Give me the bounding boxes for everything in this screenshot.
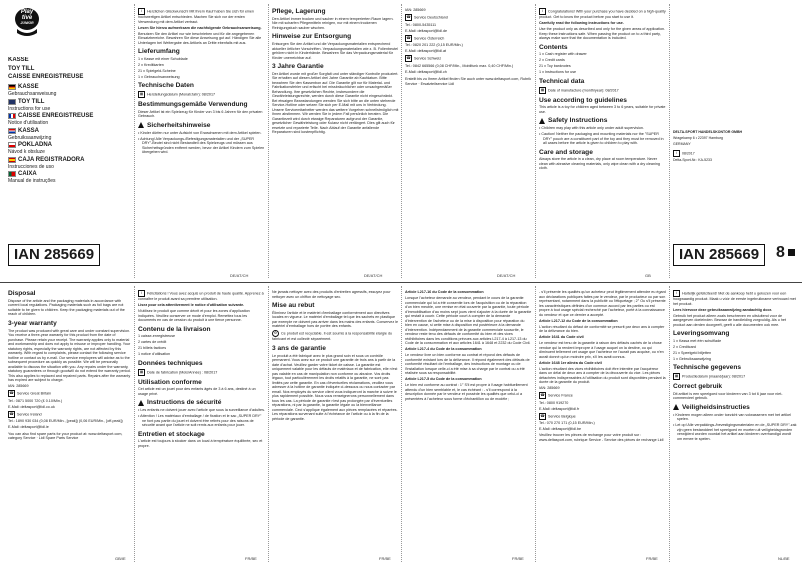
intro-bold: Carefully read the following instructions for use. <box>539 21 624 25</box>
tech-data: ▦ Productiedatum (maand/jaar): 08/2017 <box>674 374 746 379</box>
flag-icon <box>8 171 16 177</box>
fr-column-1 <box>138 290 265 555</box>
company-address: Wragekamp 6 • 22397 Hamburg <box>673 136 723 140</box>
warning-icon <box>539 118 545 124</box>
gb-column-1 <box>539 8 666 270</box>
language-entry <box>8 84 132 97</box>
recycling-note: ♻ Ce produit est recyclable. Il est soumis à la responsabilité élargie du fabricant et est collecté séparément. <box>272 331 393 342</box>
list-item: • Achtung! Alle Verpackungs-/Befestigungsmaterialien und der „SUPER DRY"-Beutel sind nicht Bestandteil des Spielzeugs und müssen aus Sicherheitsgründen entfernt werden, bevor der Artikel Kindern zum Spielen übergeben wird. <box>138 136 265 155</box>
service-phone: Tel.: 1890 930 034 (0,08 EUR/Min., [peak]) (0,06 EUR/Min., [off-peak]) <box>8 419 123 424</box>
section-heading: Safety Instructions <box>539 117 666 125</box>
intro-paragraph: i Hartelijk gefeliciteerd! Met de aankoop hebt u gekozen voor een hoogwaardig product. Maak u vóór de eerste ingebruikname vertrouwd met het product. <box>673 291 796 306</box>
ian-label: IAN: 285669 <box>539 386 560 390</box>
list-item: 21 x Toy banknotes <box>539 64 571 69</box>
paragraph: Le produit a été fabriqué avec le plus grand soin et sous un contrôle permanent. Vous avez sur ce produit une garantie de trois ans à partir de la date d'achat. Veuillez garder votre ticket de caisse. La garantie est uniquement valable pour les défauts de matériaux et de fabrication, elle n'est pas valable en cas de manipulation non conforme ou abusive. Vos droits légaux, tout particulièrement les droits relatifs à la garantie, ne sont pas limités par cette garantie. En cas d'éventuelles réclamations, veuillez vous adresser à la hotline de garantie indiquée ci-dessous ou nous contacter par email. Nos employés du service client vous indiqueront la marche à suivre le plus rapidement possible. Nous vous renseignerons personnellement dans tous les cas. La période de garantie n'est pas prolongée par d'éventuelles réparations, ni par la garantie, la garantie légale ou la bienveillance commerciale. Ceci s'applique également aux pièces remplacées et réparées. Les réparations survenant suite à l'échéance de l'article ou à la fin de la période de garantie. <box>272 353 398 421</box>
intro-bold: Lesen Sie hierzu aufmerksam die nachfolgende Gebrauchsanweisung. <box>138 25 262 30</box>
service-country: ☎ Service Ireland <box>9 411 42 417</box>
factory-icon: ▦ <box>540 87 545 92</box>
factory-icon: ▦ <box>674 374 679 379</box>
service-phone: Tel.: 0800 919270 <box>539 400 569 405</box>
service-email: E-Mail: deltasport@lidl.be <box>539 427 582 431</box>
paragraph: L'action résultant du défaut de conformité se prescrit par deux ans à compter de la délivrance du bien. <box>539 324 665 333</box>
section-heading: Contenu de la livraison <box>138 325 211 333</box>
list-item: 1 x Kasse mit einer Schublade <box>138 56 188 61</box>
service-email: E-Mail: deltasport@lidl.ch <box>405 69 447 74</box>
service-icon: ☎ <box>9 391 14 396</box>
product-title: CAISSE ENREGISTREUSE <box>18 113 94 119</box>
book-icon: i <box>138 8 145 15</box>
warning-icon <box>138 122 144 128</box>
paragraph: This article is a toy for children aged between 3 to 6 years, suitable for private use. <box>539 105 666 114</box>
list-item: 2 x Credit cards <box>539 58 565 63</box>
service-email: E-Mail: deltasport@lidl.ie <box>8 425 49 430</box>
list-item: 1 x Kassa met één schuiflade <box>673 338 722 343</box>
tech-data: ▦ Date de fabrication (Mois/Année) : 08/2017 <box>139 369 218 375</box>
product-title: KASSE <box>18 84 39 90</box>
section-heading: Bestimmungsgemäße Verwendung <box>138 101 248 109</box>
list-item: 1 x Cash register with drawer <box>539 52 587 57</box>
product-title: TOY TILL <box>18 98 45 105</box>
section-heading: Veiligheidsinstructies <box>673 404 797 412</box>
product-title: KASSE <box>8 57 29 63</box>
gb-column-2 <box>8 290 132 555</box>
column-divider <box>134 286 135 562</box>
paragraph: Der Artikel wurde mit großer Sorgfalt und unter ständiger Kontrolle produziert. Sie erhalten auf diesen Artikel drei Jahre Garantie ab Kaufdatum. Bitte bewahren Sie den Kassenbon auf. Die Garantie gilt nur für Material- und Fabrikationsfehler und erlischt bei missbräuchlicher oder unsachgemäßer Behandlung. Ihre gesetzlichen Rechte, insbesondere die Gewährleistungsrechte, werden durch diese Garantie nicht eingeschränkt. Bei etwaigen Beanstandungen wenden Sie sich bitte an die unten stehende Service-Hotline oder setzen Sie sich per E-Mail mit uns in Verbindung. Unsere Servicemitarbeiter werden das weitere Vorgehen schnellstmöglich mit Ihnen abstimmen. Wir werden Sie in jedem Fall persönlich beraten. Die Garantiezeit wird durch etwaige Reparaturen aufgrund der Garantie, gesetzlicher Gewährleistung oder Kulanz nicht verlängert. Dies gilt auch für ersetzte und reparierte Teile. Nach Ablauf der Garantie anfallende Reparaturen sind kostenpflichtig. <box>272 71 399 135</box>
list-item: 21 billets factices <box>138 346 167 351</box>
list-item: 1 x Instructions for use <box>539 70 577 75</box>
intro-text: N'utilisez le produit que comme décrit et pour les zones d'application indiquées. Veuillez conserver ce mode d'emploi. Remettez tous les documents en cas de cession du produit à une tierce personne. <box>138 309 250 322</box>
service-email: E-Mail: deltasport@lidl.co.uk <box>8 404 55 409</box>
section-heading: Leveringsomvang <box>673 330 730 337</box>
service-email: E-Mail: deltasport@lidl.at <box>405 49 447 53</box>
product-subtitle: Instrucciones de uso <box>8 163 54 170</box>
list-item: 21 x Speelgeld biljetten <box>673 350 712 355</box>
paragraph: Dit artikel is een speelgoed voor kinderen van 3 tot 6 jaar voor niet-commercieel gebruik. <box>673 391 783 401</box>
fr-column-2 <box>272 290 399 555</box>
article-heading: Article L217-5 du Code de la consommation <box>405 377 482 381</box>
page-footer: DE/AT/CH <box>230 273 249 278</box>
section-heading: Hinweise zur Entsorgung <box>272 33 352 41</box>
info-date: i 08/2017 <box>673 150 797 157</box>
column-divider <box>669 4 670 278</box>
article-heading: Article 1648 1er alinéa du Code civil <box>539 360 602 365</box>
service-icon: ☎ <box>540 413 545 418</box>
column-divider <box>268 286 269 562</box>
column-divider <box>401 286 402 562</box>
intro-text: Gebruik het product alleen zoals beschreven en uitsluitend voor de aangegeven doeleinden. Bewaar de handleiding zorgvuldig. Als u het product aan derden doorgeeft, geeft u alle documenten ook mee. <box>673 313 786 327</box>
article-heading: Article L217-16 du Code de la consommation <box>405 290 484 294</box>
section-heading: Mise au rebut <box>272 302 315 309</box>
list-item: 2 x Creditcard <box>673 344 696 349</box>
paragraph: Dieser Artikel ist ein Spielzeug für Kinder von 3 bis 6 Jahren für den privaten Gebrauch. <box>138 109 263 119</box>
ian-label: IAN: 285669 <box>405 8 426 12</box>
column-divider <box>134 4 135 278</box>
intro-paragraph: i Congratulations! With your purchase you have decided on a high-quality product. Get to know the product before you start to use it. <box>539 9 666 19</box>
de-column-1 <box>138 8 265 270</box>
flag-icon <box>8 142 16 148</box>
article-heading: Article 1641 du Code civil <box>539 335 584 339</box>
product-title: CAIXA <box>18 171 37 177</box>
page-footer: NL/BE <box>778 556 790 561</box>
section-heading: 3-year warranty <box>8 319 57 327</box>
intro-bold: Lees hiervoor deze gebruiksaanwijzing aandachtig door. <box>673 307 772 312</box>
list-item: • Les enfants ne doivent jouer avec l'article que sous la surveillance d'adultes. <box>138 408 265 413</box>
page-footer: GB <box>645 273 651 278</box>
fr-column-4 <box>539 290 666 555</box>
section-heading: Pflege, Lagerung <box>272 8 326 15</box>
cover-product-list <box>8 57 132 233</box>
spare-parts-note: Veuillez trouver les pièces de rechange pour votre produit sur : www.deltasport.com, rubrique Service - Service des pièces de rechange Lidl <box>539 433 664 442</box>
paragraph: The product was produced with great care and under constant supervision. You receive a three-year warranty for this product from the date of purchase. Please retain your receipt. The warranty applies only to material and workmanship and does not apply to misuse or improper handling. Your statutory rights, especially the warranty rights, are not affected by this warranty. With regard to complaints, please contact the following service hotline or contact us by e-mail. Our service employees will advise as to the subsequent procedure as quickly as possible. We will be personally available to discuss the situation with you. Any repairs under the warranty, statutory guarantees or through goodwill do not extend the warranty period. This also applies to replaced and repaired parts. Repairs after the warranty has expired are subject to charge. <box>8 328 131 383</box>
list-item: • Caution! Neither the packaging and mounting materials nor the "SUPER DRY" pouch are a constituent part of the toy and they must be removed in all cases before the article is given to children to play with. <box>539 132 664 146</box>
fr-column-3 <box>405 290 532 555</box>
fold-line <box>0 282 802 283</box>
intro-text: Use the product only as described and only for the given areas of application. Keep these instructions safe. When passing the product on to a third party, always make sure that the documentation is included. <box>539 27 666 40</box>
list-item: 1 x Gebrauchsanweisung <box>138 74 180 79</box>
service-icon: ☎ <box>406 35 411 40</box>
factory-icon: ▦ <box>139 369 144 374</box>
info-icon: i <box>673 150 680 157</box>
column-divider <box>535 286 536 562</box>
section-heading: Correct gebruik <box>673 383 723 391</box>
de-column-2 <box>272 8 399 270</box>
product-subtitle: Notice d'utilisation <box>8 120 49 126</box>
product-title: CAISSE ENREGISTREUSE <box>8 74 84 80</box>
de-column-3 <box>405 8 532 270</box>
service-phone: Tel.: 0820 201 222 (0,15 EUR/Min.) <box>405 43 463 47</box>
paragraph: Entsorgen Sie den Artikel und die Verpackungsmaterialien entsprechend aktueller örtlicher Vorschriften. Verpackungsmaterialien wie z. B. Folienbeutel gehören nicht in Kinderhände. Bewahren Sie das Verpackungsmaterial für Kinder unerreichbar auf. <box>272 42 399 60</box>
barcode-icon <box>788 249 795 256</box>
logo-line: tive <box>21 15 33 21</box>
service-icon: ☎ <box>540 393 545 397</box>
product-subtitle: Gebrauchsanweisung <box>8 91 57 97</box>
list-item: • Kinderen mogen alleen onder toezicht van volwassenen met het artikel spelen. <box>673 412 791 422</box>
factory-icon: ▦ <box>139 92 144 97</box>
paragraph: Le bien est conforme au contrat : 1° S'il est propre à l'usage habituellement attendu d'un bien semblable et, le cas échéant : - s'il correspond à la description donnée par le vendeur et possède les qualités que celui-ci a présentées à l'acheteur sous forme d'échantillon ou de modèle ; <box>405 383 528 401</box>
list-item: 1 notice d'utilisation <box>138 352 171 357</box>
paragraph: L'article est toujours à stocker dans un local à température équilibrée, sec et propre. <box>138 439 263 448</box>
paragraph: L'action résultant des vices rédhibitoires doit être intentée par l'acquéreur dans un délai de deux ans à compter de la découverte du vice. Les pièces détachées indispensables à l'utilisation du produit sont disponibles pendant la durée de la garantie du produit. <box>539 366 666 384</box>
ian-number: IAN 285669 <box>673 244 765 266</box>
section-heading: 3 ans de garantie <box>272 344 326 352</box>
service-country: ☎ Service France <box>540 393 573 398</box>
spare-parts-note: You can also find spare parts for your product at: www.deltasport.com, category Service · Lidl Spare Parts Service <box>8 431 123 441</box>
product-title: TOY TILL <box>8 65 35 72</box>
service-email: E-Mail: deltasport@lidl.de <box>405 28 448 33</box>
section-heading: Lieferumfang <box>138 48 180 55</box>
service-phone: Tel.: 0842 665566 (0,08 CHF/Min., Mobilfunk max. 0,40 CHF/Min.) <box>405 63 514 68</box>
section-heading: Care and storage <box>539 148 593 156</box>
page-footer: FR/BE <box>646 556 658 561</box>
section-heading: Utilisation conforme <box>138 378 202 386</box>
column-divider <box>535 4 536 278</box>
intro-bold: Lisez pour cela attentivement le notice d'utilisation suivante. <box>138 303 245 307</box>
page-footer: FR/BE <box>512 556 524 561</box>
article-heading: Article L217-4 du Code de la consommation <box>405 347 482 351</box>
service-icon: ☎ <box>406 56 411 60</box>
page-footer: GB/IE <box>115 556 126 561</box>
paragraph: Cet article est un jouet pour des enfants âgés de 3 à 6 ans, destiné à un usage privé. <box>138 387 256 396</box>
recycle-icon: ♻ <box>273 331 278 336</box>
service-country: ☎ Service Great Britain <box>9 391 52 396</box>
product-title: CAJA REGISTRADORA <box>18 156 85 163</box>
section-heading: Use according to guidelines <box>539 96 627 104</box>
ian-number: IAN 285669 <box>8 244 100 266</box>
logo-line: Play <box>20 9 34 15</box>
ian-label: IAN: 285669 <box>8 384 29 389</box>
warning-icon <box>673 404 679 410</box>
service-phone: Tel.: 070 270 171 (0,15 EUR/Min.) <box>539 421 595 425</box>
flag-icon <box>8 157 16 163</box>
section-heading: Entretien et stockage <box>138 430 205 438</box>
list-item: 21 x Spielgeld-Scheine <box>138 68 176 73</box>
paragraph: Dispose of the article and the packaging materials in accordance with current local regulations. Packaging materials such as foil bags are not suitable to be given to children. Keep the packaging materials out of the reach of children. <box>8 298 125 317</box>
spare-parts-note: Erstellt bis zu Ihrem Artikel finden Sie auch unter www.deltasport.com, Rubrik Service · Ersatzteilservice Lidl <box>405 77 532 86</box>
section-heading: 3 Jahre Garantie <box>272 63 324 71</box>
service-country: ☎ Service Schweiz <box>406 56 442 61</box>
language-entry <box>8 157 132 170</box>
company-country: GERMANY <box>673 142 691 146</box>
column-divider <box>401 4 402 278</box>
delta-sport-number: Delta-Sport-Nr.: KA-5233 <box>673 158 712 162</box>
list-item: • Let op! Alle verpakkings-/bevestigingsmaterialen en de „SUPER DRY"-zak zijn geen bestanddeel het speelgoed en moeten uit veiligheidsgronden verwijderd worden voordat het artikel aan kinderen overhandigd wordt om ermee te spelen. <box>673 423 797 441</box>
page-footer: DE/AT/CH <box>364 273 383 278</box>
section-heading: Données techniques <box>138 359 203 367</box>
list-item: • Attention ! Les matériaux d'emballage / de fixation et le sac „SUPER DRY" ne font pas partie du jouet et doivent être retirés pour des raisons de sécurité avant que l'article ne soit remis aux enfants pour jouer. <box>138 414 262 428</box>
flag-icon <box>8 128 16 134</box>
language-entry <box>8 113 132 126</box>
product-subtitle: Gebruiksaanwijzing <box>8 134 52 141</box>
company-name: DELTA-SPORT HANDELSKONTOR GMBH <box>673 130 743 134</box>
manufacturer-block <box>673 130 797 190</box>
tech-data: ▦ Date of manufacture (month/year): 08/2017 <box>540 87 619 93</box>
section-heading: Technische gegevens <box>673 364 742 372</box>
page-footer: FR/BE <box>245 556 257 561</box>
list-item: 2 x Kreditkarten <box>138 62 164 67</box>
section-heading: Instructions de sécurité <box>138 399 265 407</box>
flag-icon <box>8 84 16 90</box>
product-title: KASSA <box>18 127 40 134</box>
service-country: ☎ Service Belgique <box>540 413 576 418</box>
section-heading: Sicherheitshinweise <box>138 122 265 130</box>
section-heading: Disposal <box>8 290 36 297</box>
list-item: • Children may play with this article only under adult supervision. <box>539 126 645 131</box>
article-heading: Article L217-12 du Code de la consommation <box>539 318 618 323</box>
product-subtitle: Instructions for use <box>8 105 51 112</box>
page-number: 8 <box>776 244 785 261</box>
product-title: POKLADNA <box>18 142 52 148</box>
tech-data: ▦ Herstellungsdatum (Monat/Jahr): 08/2017 <box>139 92 216 97</box>
paragraph: Le vendeur livre un bien conforme au contrat et répond des défauts de conformité existant lors de la délivrance. Il répond également des défauts de conformité résultant de l'emballage, des instructions de montage ou de l'installation lorsque celle-ci a été mise à sa charge par le contrat ou a été réalisée sous sa responsabilité. <box>405 353 530 375</box>
service-email: E-Mail: deltasport@lidl.fr <box>539 406 580 411</box>
paragraph: Lorsque l'acheteur demande au vendeur, pendant le cours de la garantie commerciale qui lui a été consentie lors de l'acquisition ou de la réparation d'un bien meuble, une remise en état couverte par la garantie, toute période d'immobilisation d'au moins sept jours vient s'ajouter à la durée de la garantie qui restait à courir. Cette période court à compter de la demande d'intervention de l'acheteur ou de la mise à disposition pour réparation du bien en cause, si cette mise à disposition est postérieure à la demande d'intervention. Indépendamment de la garantie commerciale souscrite, le vendeur reste tenu des défauts de conformité du bien et des vices rédhibitoires dans les conditions prévues aux articles L217-4 à L217-13 du Code de la consommation et aux articles 1641 à 1648 et 2232 du Code Civil. <box>405 296 532 345</box>
language-entry <box>8 171 132 184</box>
service-country: ☎ Service Deutschland <box>406 15 448 20</box>
language-entry <box>8 99 132 112</box>
service-icon: ☎ <box>9 411 14 416</box>
intro-text: Benutzen Sie den Artikel nur wie beschrieben und für die angegebenen Einsatzbereiche. Bewahren Sie diese Anweisung gut auf. Händigen Sie alle Unterlagen bei Weitergabe des Artikels an Dritte ebenfalls mit aus. <box>138 31 262 45</box>
service-block <box>405 14 532 74</box>
language-entry <box>8 128 132 141</box>
flag-icon <box>8 113 16 119</box>
book-icon: i <box>673 290 680 297</box>
column-divider <box>669 286 670 562</box>
book-icon: i <box>138 290 145 297</box>
service-icon: ☎ <box>406 15 411 19</box>
list-item: 1 x Gebruiksaanwijzing <box>673 356 711 361</box>
warning-icon <box>138 400 144 406</box>
section-heading: Technische Daten <box>138 82 194 90</box>
paragraph: Always store the article in a clean, dry place at room temperature. Never clean with abrasive cleaning materials, only wipe clean with a dry cleaning cloth. <box>539 157 660 171</box>
section-heading: Contents <box>539 43 568 51</box>
flag-icon <box>8 99 16 105</box>
service-phone: Tel.: 0800-5435111 <box>405 22 437 27</box>
page-footer: FR/BE <box>379 556 391 561</box>
book-icon: i <box>539 8 546 15</box>
page-footer: DE/AT/CH <box>497 273 516 278</box>
intro-paragraph: i Herzlichen Glückwunsch! Mit Ihrem Kauf haben Sie sich für einen hochwertigen Artikel entschieden. Machen Sie sich vor der ersten Verwendung mit dem Artikel vertraut. <box>138 9 254 24</box>
paragraph: Éliminez l'article et le matériel d'emballage conformément aux directives locales en vigueur. Le matériel d'emballage tel que les sachets en plastique par exemple ne doivent pas arriver dans les mains des enfants. Conservez le matériel d'emballage hors de portée des enfants. <box>272 310 399 329</box>
column-divider <box>268 4 269 278</box>
nl-column-1 <box>673 290 797 555</box>
product-subtitle: Návod k obsluze <box>8 149 45 155</box>
list-item: 2 cartes de crédit <box>138 340 167 345</box>
paragraph: - s'il présente les qualités qu'un acheteur peut légitimement attendre eu égard aux déclarations publiques faites par le vendeur, par le producteur ou par son représentant, notamment dans la publicité ou l'étiquetage ; 2° Ou s'il présente les caractéristiques définies d'un commun accord par les parties ou est propre à tout usage spécial recherché par l'acheteur, porté à la connaissance du vendeur et que ce dernier a accepté. <box>539 290 666 317</box>
logo-text <box>17 9 37 25</box>
list-item: 1 caisse-enregistreuse <box>138 334 176 339</box>
service-phone: Tel.: 0871 5000 720 (£ 0.10/Min.) <box>8 398 63 403</box>
intro-paragraph: i Félicitations ! Vous avez acquis un produit de haute qualité. Apprenez à connaître le produit avant sa première utilisation. <box>138 291 264 301</box>
paragraph: Le vendeur est tenu de la garantie à raison des défauts cachés de la chose vendue qui la rendent impropre à l'usage auquel on la destine, ou qui diminuent tellement cet usage que l'acheteur ne l'aurait pas acquise, ou n'en aurait donné qu'un moindre prix, s'il les avait connus. <box>539 341 664 359</box>
language-entry <box>8 142 132 155</box>
list-item: • Kinder dürfen nur unter Aufsicht von Erwachsenen mit dem Artikel spielen. <box>138 130 262 135</box>
paragraph: Den Artikel immer trocken und sauber in einem temperierten Raum lagern. Nie mit scharfen Pflegemitteln reinigen, nur mit einem trockenen Reinigungstuch sauber wischen. <box>272 16 394 30</box>
section-heading: Technical data <box>539 77 585 85</box>
service-country: ☎ Service Österreich <box>406 35 445 40</box>
paragraph: Ne jamais nettoyer avec des produits d'entretien agressifs, essuyez pour nettoyer avec un chiffon de nettoyage sec. <box>272 290 391 299</box>
product-subtitle: Manual de instruções <box>8 178 56 184</box>
logo-line: JUNIOR <box>20 21 34 25</box>
